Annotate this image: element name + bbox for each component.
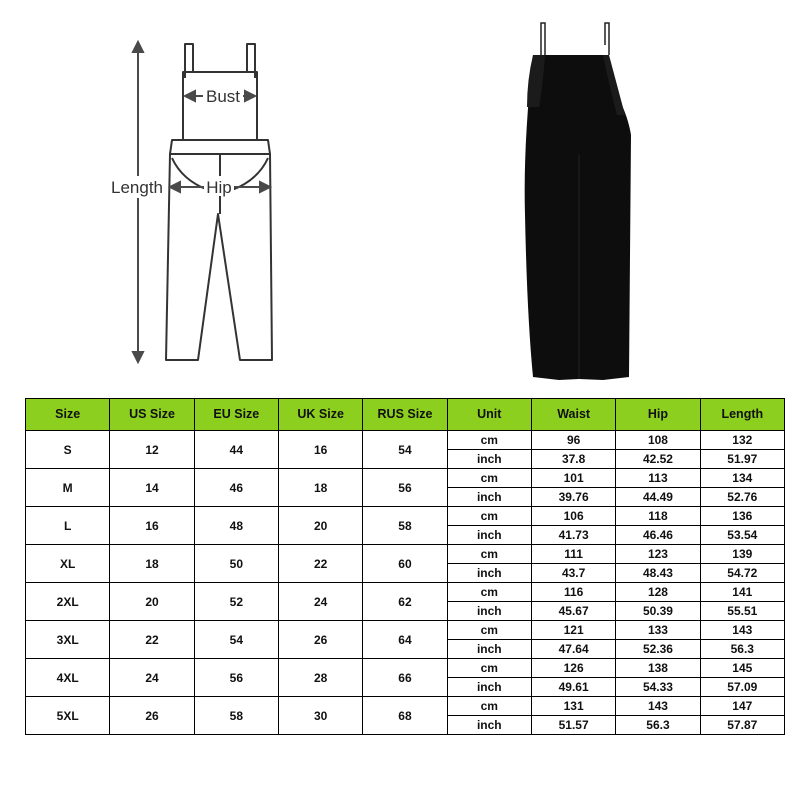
- table-row: [26, 431, 785, 450]
- length-cell: 145: [700, 659, 784, 678]
- unit-cell: cm: [447, 507, 531, 526]
- overalls-outline-icon: [100, 30, 300, 375]
- waist-cell: 37.8: [531, 450, 615, 469]
- hip-label: Hip: [206, 178, 232, 197]
- hip-cell: 50.39: [616, 602, 700, 621]
- unit-cell: cm: [447, 659, 531, 678]
- waist-cell: 51.57: [531, 716, 615, 735]
- waist-cell: 121: [531, 621, 615, 640]
- length-cell: 141: [700, 583, 784, 602]
- waist-cell: 126: [531, 659, 615, 678]
- size-cell: L: [26, 507, 110, 545]
- header-uk-size: UK Size: [278, 399, 362, 431]
- uk-size-cell: 20: [278, 507, 362, 545]
- length-cell: 147: [700, 697, 784, 716]
- table-row: [26, 507, 785, 526]
- size-chart-table: [25, 398, 785, 735]
- table-row: [26, 659, 785, 678]
- uk-size-cell: 30: [278, 697, 362, 735]
- rus-size-cell: 60: [363, 545, 447, 583]
- waist-cell: 116: [531, 583, 615, 602]
- length-cell: 134: [700, 469, 784, 488]
- hip-cell: 108: [616, 431, 700, 450]
- size-cell: S: [26, 431, 110, 469]
- header-us-size: US Size: [110, 399, 194, 431]
- hip-cell: 143: [616, 697, 700, 716]
- size-cell: 5XL: [26, 697, 110, 735]
- hip-cell: 52.36: [616, 640, 700, 659]
- unit-cell: inch: [447, 602, 531, 621]
- eu-size-cell: 58: [194, 697, 278, 735]
- size-cell: 4XL: [26, 659, 110, 697]
- uk-size-cell: 16: [278, 431, 362, 469]
- header-size: Size: [26, 399, 110, 431]
- table-body: [26, 431, 785, 735]
- eu-size-cell: 50: [194, 545, 278, 583]
- size-cell: M: [26, 469, 110, 507]
- us-size-cell: 16: [110, 507, 194, 545]
- rus-size-cell: 66: [363, 659, 447, 697]
- length-cell: 57.87: [700, 716, 784, 735]
- header-rus-size: RUS Size: [363, 399, 447, 431]
- hip-cell: 128: [616, 583, 700, 602]
- unit-cell: inch: [447, 564, 531, 583]
- hip-cell: 113: [616, 469, 700, 488]
- uk-size-cell: 18: [278, 469, 362, 507]
- hip-cell: 133: [616, 621, 700, 640]
- hip-cell: 123: [616, 545, 700, 564]
- us-size-cell: 22: [110, 621, 194, 659]
- waist-cell: 106: [531, 507, 615, 526]
- uk-size-cell: 28: [278, 659, 362, 697]
- length-cell: 139: [700, 545, 784, 564]
- unit-cell: inch: [447, 526, 531, 545]
- header-length: Length: [700, 399, 784, 431]
- waist-cell: 47.64: [531, 640, 615, 659]
- table-row: [26, 583, 785, 602]
- length-cell: 57.09: [700, 678, 784, 697]
- black-overalls-photo-icon: [505, 15, 675, 380]
- header-waist: Waist: [531, 399, 615, 431]
- us-size-cell: 20: [110, 583, 194, 621]
- hip-cell: 138: [616, 659, 700, 678]
- uk-size-cell: 24: [278, 583, 362, 621]
- unit-cell: cm: [447, 583, 531, 602]
- waist-cell: 39.76: [531, 488, 615, 507]
- length-cell: 55.51: [700, 602, 784, 621]
- hip-cell: 56.3: [616, 716, 700, 735]
- unit-cell: inch: [447, 716, 531, 735]
- length-cell: 132: [700, 431, 784, 450]
- bust-label: Bust: [205, 87, 241, 106]
- rus-size-cell: 64: [363, 621, 447, 659]
- table-header-row: [26, 399, 785, 431]
- unit-cell: inch: [447, 640, 531, 659]
- waist-cell: 49.61: [531, 678, 615, 697]
- unit-cell: cm: [447, 545, 531, 564]
- length-cell: 143: [700, 621, 784, 640]
- unit-cell: cm: [447, 697, 531, 716]
- eu-size-cell: 56: [194, 659, 278, 697]
- length-cell: 52.76: [700, 488, 784, 507]
- unit-cell: inch: [447, 488, 531, 507]
- waist-cell: 41.73: [531, 526, 615, 545]
- us-size-cell: 12: [110, 431, 194, 469]
- length-cell: 136: [700, 507, 784, 526]
- waist-cell: 96: [531, 431, 615, 450]
- hip-cell: 42.52: [616, 450, 700, 469]
- us-size-cell: 24: [110, 659, 194, 697]
- size-cell: XL: [26, 545, 110, 583]
- rus-size-cell: 54: [363, 431, 447, 469]
- table-row: [26, 469, 785, 488]
- waist-cell: 111: [531, 545, 615, 564]
- us-size-cell: 18: [110, 545, 194, 583]
- table-row: [26, 621, 785, 640]
- hip-cell: 54.33: [616, 678, 700, 697]
- length-cell: 53.54: [700, 526, 784, 545]
- waist-cell: 131: [531, 697, 615, 716]
- waist-cell: 43.7: [531, 564, 615, 583]
- header-hip: Hip: [616, 399, 700, 431]
- unit-cell: cm: [447, 431, 531, 450]
- eu-size-cell: 52: [194, 583, 278, 621]
- uk-size-cell: 22: [278, 545, 362, 583]
- unit-cell: cm: [447, 621, 531, 640]
- waist-cell: 101: [531, 469, 615, 488]
- rus-size-cell: 58: [363, 507, 447, 545]
- measurement-diagram: [100, 30, 300, 375]
- hip-cell: 48.43: [616, 564, 700, 583]
- product-photo: [505, 15, 675, 380]
- eu-size-cell: 48: [194, 507, 278, 545]
- unit-cell: inch: [447, 450, 531, 469]
- unit-cell: inch: [447, 678, 531, 697]
- header-unit: Unit: [447, 399, 531, 431]
- length-cell: 51.97: [700, 450, 784, 469]
- table-row: [26, 697, 785, 716]
- length-label: Length: [111, 178, 163, 197]
- hip-cell: 44.49: [616, 488, 700, 507]
- length-cell: 54.72: [700, 564, 784, 583]
- waist-cell: 45.67: [531, 602, 615, 621]
- rus-size-cell: 56: [363, 469, 447, 507]
- eu-size-cell: 46: [194, 469, 278, 507]
- size-cell: 3XL: [26, 621, 110, 659]
- eu-size-cell: 54: [194, 621, 278, 659]
- rus-size-cell: 62: [363, 583, 447, 621]
- us-size-cell: 26: [110, 697, 194, 735]
- table-row: [26, 545, 785, 564]
- rus-size-cell: 68: [363, 697, 447, 735]
- length-cell: 56.3: [700, 640, 784, 659]
- us-size-cell: 14: [110, 469, 194, 507]
- size-cell: 2XL: [26, 583, 110, 621]
- uk-size-cell: 26: [278, 621, 362, 659]
- hip-cell: 46.46: [616, 526, 700, 545]
- unit-cell: cm: [447, 469, 531, 488]
- header-eu-size: EU Size: [194, 399, 278, 431]
- eu-size-cell: 44: [194, 431, 278, 469]
- hip-cell: 118: [616, 507, 700, 526]
